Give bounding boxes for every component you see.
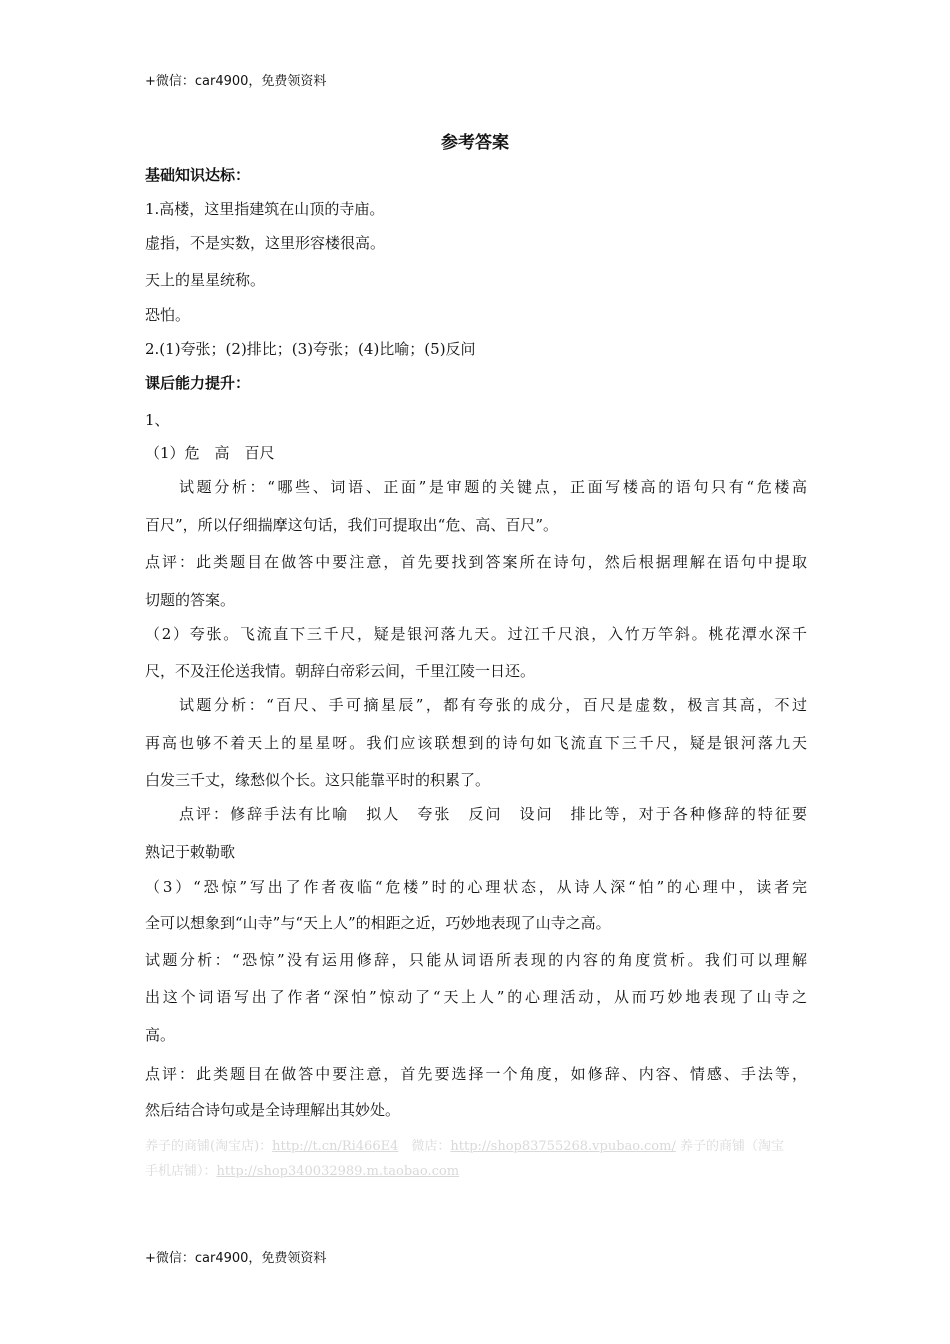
question-number: 1、: [145, 411, 170, 429]
watermark-line: [145, 1160, 807, 1179]
q3-comment: 然后结合诗句或是全诗理解出其妙处。: [145, 1101, 401, 1119]
q2-comment: 点评：修辞手法有比喻 拟人 夸张 反问 设问 排比等，对于各种修辞的特征要: [179, 805, 807, 823]
answer-line: 虚指，不是实数，这里形容楼很高。: [145, 234, 386, 252]
q2-analysis: 试题分析：“百尺、手可摘星辰”，都有夸张的成分，百尺是虚数，极言其高，不过: [179, 696, 807, 714]
watermark-shop-link[interactable]: http://t.cn/Ri466E4: [272, 1139, 399, 1154]
q3-comment: 点评：此类题目在做答中要注意，首先要选择一个角度，如修辞、内容、情感、手法等，: [145, 1065, 807, 1083]
answer-line: 恐怕。: [145, 306, 191, 324]
watermark-wd-link[interactable]: http://shop83755268.vpubao.com/: [450, 1139, 676, 1154]
q1-answer: （1）危 高 百尺: [145, 444, 275, 462]
watermark-mobile-link[interactable]: http://shop340032989.m.taobao.com: [216, 1164, 460, 1179]
section-heading-advanced: 课后能力提升：: [145, 374, 251, 392]
watermark-mobile-label-2: 手机店铺）：: [145, 1164, 217, 1179]
answer-line: 2.(1)夸张；(2)排比；(3)夸张；(4)比喻；(5)反问: [145, 340, 476, 358]
q3-analysis: 出这个词语写出了作者“深怕”惊动了“天上人”的心理活动，从而巧妙地表现了山寺之: [145, 988, 807, 1006]
answer-line: 天上的星星统称。: [145, 271, 266, 289]
answer-line: 1.高楼，这里指建筑在山顶的寺庙。: [145, 200, 385, 218]
q3-answer: 全可以想象到“山寺”与“天上人”的相距之近，巧妙地表现了山寺之高。: [145, 914, 611, 932]
q2-answer: （2）夸张。飞流直下三千尺，疑是银河落九天。过江千尺浪，入竹万竿斜。桃花潭水深千: [145, 625, 807, 643]
q1-analysis: 试题分析：“哪些、词语、正面”是审题的关键点，正面写楼高的语句只有“危楼高: [179, 478, 807, 496]
q3-analysis: 高。: [145, 1026, 176, 1044]
q2-analysis: 再高也够不着天上的星星呀。我们应该联想到的诗句如飞流直下三千尺，疑是银河落九天: [145, 734, 807, 752]
q3-analysis: 试题分析：“恐惊”没有运用修辞，只能从词语所表现的内容的角度赏析。我们可以理解: [145, 951, 807, 969]
q3-answer: （3）“恐惊”写出了作者夜临“危楼”时的心理状态，从诗人深“怕”的心理中，读者完: [145, 878, 807, 896]
header-note: +微信：car4900，免费领资料: [145, 74, 327, 89]
q2-analysis: 白发三千丈，缘愁似个长。这只能靠平时的积累了。: [145, 771, 491, 789]
q2-comment: 熟记于敕勒歌: [145, 843, 236, 861]
watermark-shop-label: 养子的商铺(淘宝店)：: [145, 1139, 273, 1154]
q1-comment: 点评：此类题目在做答中要注意，首先要找到答案所在诗句，然后根据理解在语句中提取: [145, 553, 807, 571]
page-title: 参考答案: [441, 133, 509, 153]
watermark-line: [145, 1135, 807, 1154]
q1-comment: 切题的答案。: [145, 591, 236, 609]
q1-analysis: 百尺”，所以仔细揣摩这句话，我们可提取出“危、高、百尺”。: [145, 516, 559, 534]
section-heading-basic: 基础知识达标：: [145, 166, 251, 184]
q2-answer: 尺，不及汪伦送我情。朝辞白帝彩云间，千里江陵一日还。: [145, 662, 536, 680]
footer-note: +微信：car4900，免费领资料: [145, 1251, 327, 1266]
watermark-mobile-label: 养子的商铺（淘宝: [679, 1139, 784, 1154]
watermark-wd-label: 微店：: [411, 1139, 451, 1154]
